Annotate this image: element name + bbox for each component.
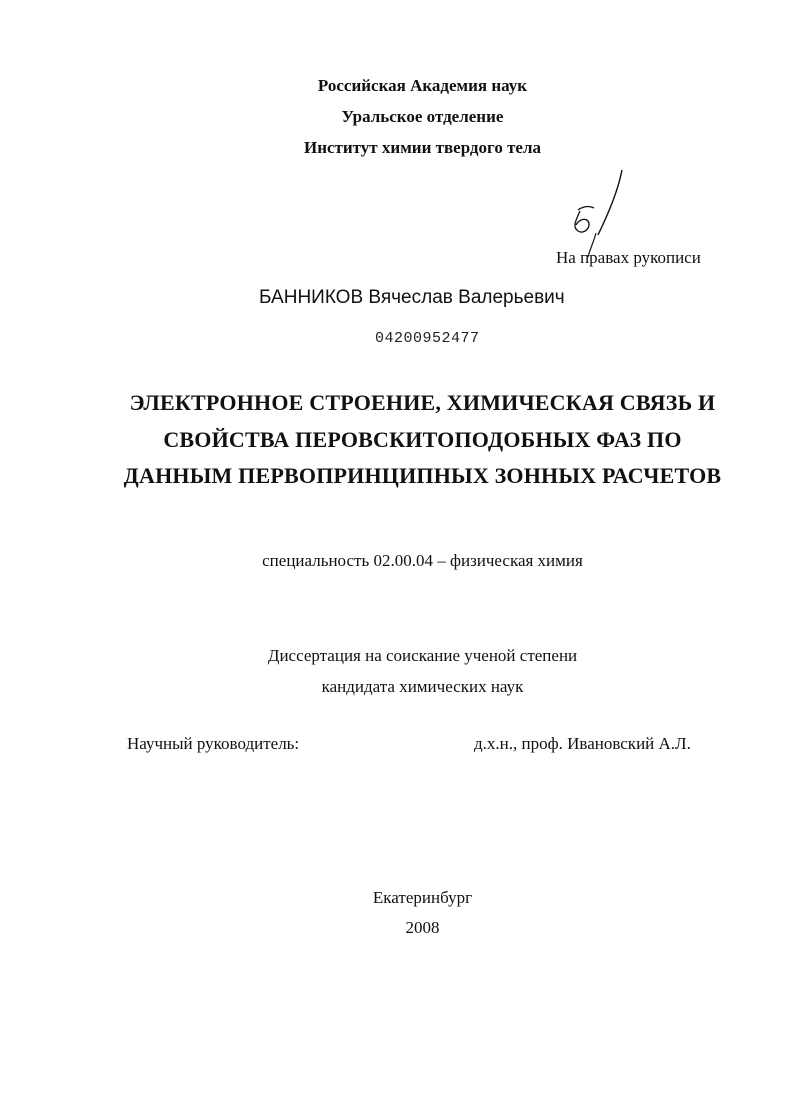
- branch-name: Уральское отделение: [341, 107, 504, 126]
- city: Екатеринбург: [372, 888, 473, 907]
- academy-name: Российская Академия наук: [317, 76, 528, 95]
- registration-code: 04200952477: [375, 330, 480, 347]
- title-line-3: ДАННЫМ ПЕРВОПРИНЦИПНЫХ ЗОННЫХ РАСЧЕТОВ: [123, 463, 722, 488]
- advisor-name: д.х.н., проф. Ивановский А.Л.: [474, 734, 691, 753]
- advisor-label: Научный руководитель:: [127, 734, 300, 753]
- author-name: БАННИКОВ Вячеслав Валерьевич: [259, 287, 565, 308]
- manuscript-rights: На правах рукописи: [556, 248, 701, 267]
- title-line-2: СВОЙСТВА ПЕРОВСКИТОПОДОБНЫХ ФАЗ ПО: [163, 427, 682, 452]
- degree-line-1: Диссертация на соискание ученой степени: [267, 646, 578, 665]
- institute-name: Институт химии твердого тела: [303, 138, 542, 157]
- title-line-1: ЭЛЕКТРОННОЕ СТРОЕНИЕ, ХИМИЧЕСКАЯ СВЯЗЬ И: [129, 390, 716, 415]
- degree-line-2: кандидата химических наук: [321, 677, 524, 696]
- year: 2008: [405, 918, 440, 937]
- specialty: специальность 02.00.04 – физическая химия: [262, 551, 583, 570]
